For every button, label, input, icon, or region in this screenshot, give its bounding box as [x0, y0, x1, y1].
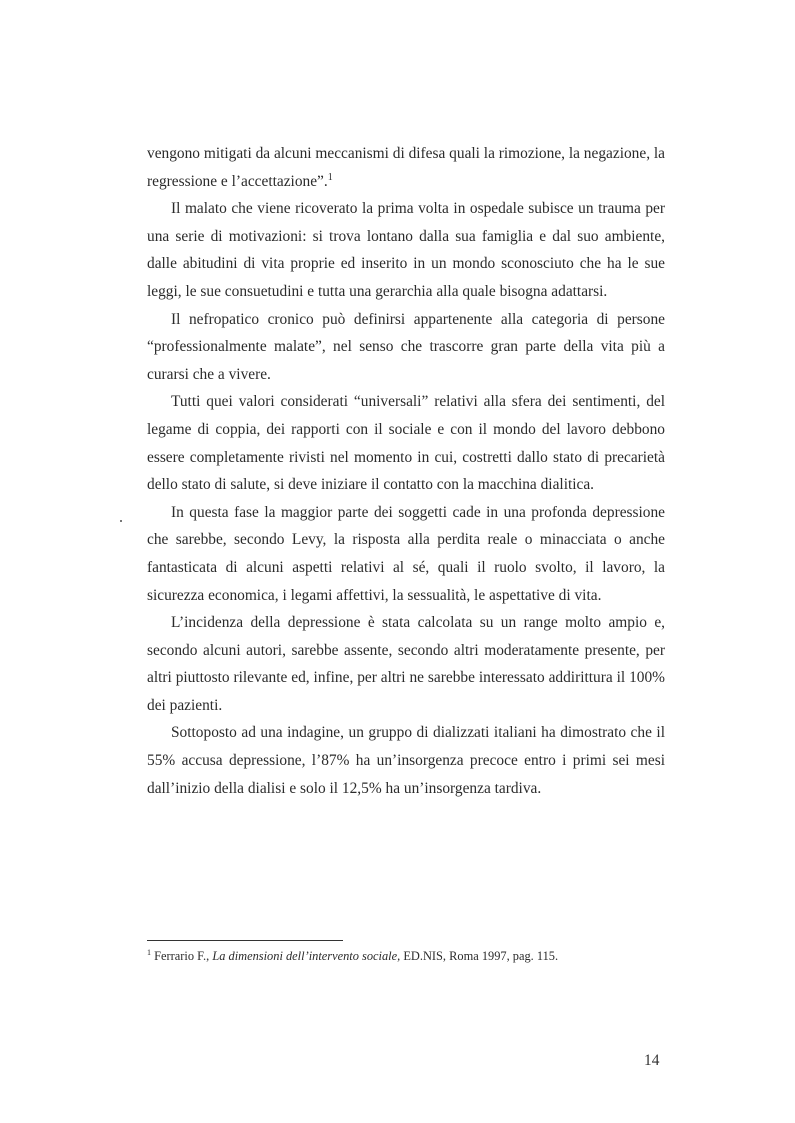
paragraph: In questa fase la maggior parte dei soggetti cade in una profonda depressione che sarebbe, secondo Levy, la risposta alla perdita reale o minacciata o anche fantasticata di alcuni aspetti relativi al sé, quali il ruolo svolto, il lavoro, la sicurezza economica, i legami affettivi, la sessualità, le aspettative di vita.: [147, 503, 665, 604]
body-text: [147, 140, 665, 802]
page-number: 14: [644, 1052, 660, 1069]
paragraph: Sottoposto ad una indagine, un gruppo di dializzati italiani ha dimostrato che il 55% accusa depressione, l’87% ha un’insorgenza precoce entro i primi sei mesi dall’inizio della dialisi e solo il 12,5% ha un’insorgenza tardiva.: [147, 724, 665, 797]
footnote: [147, 948, 667, 964]
paragraph: Tutti quei valori considerati “universali” relativi alla sfera dei sentimenti, del legame di coppia, dei rapporti con il sociale e con il mondo del lavoro debbono essere completamente rivisti nel momento in cui, costretti dallo stato di precarietà dello stato di salute, si deve iniziare il contatto con la macchina dialitica.: [147, 393, 665, 494]
footnote-publisher: ED.NIS, Roma 1997, pag. 115.: [403, 949, 559, 963]
paragraph: L’incidenza della depressione è stata calcolata su un range molto ampio e, secondo alcuni autori, sarebbe assente, secondo altri moderatamente presente, per altri piuttosto rilevante ed, infine, per altri ne sarebbe interessato addirittura il 100% dei pazienti.: [147, 614, 665, 714]
paragraph: Il nefropatico cronico può definirsi appartenente alla categoria di persone “professionalmente malate”, nel senso che trascorre gran parte della vita più a curarsi che a vivere.: [147, 310, 665, 383]
footnote-divider: [147, 940, 343, 941]
paragraph: Il malato che viene ricoverato la prima volta in ospedale subisce un trauma per una serie di motivazioni: si trova lontano dalla sua famiglia e dal suo ambiente, dalle abitudini di vita proprie ed inserito in un mondo sconosciuto che ha le sue leggi, le sue consuetudini e tutta una gerarchia alla quale bisogna adattarsi.: [147, 200, 665, 300]
footnote-reference: 1: [327, 171, 333, 183]
footnote-author: Ferrario F.,: [154, 949, 210, 963]
footnote-title: La dimensioni dell’intervento sociale,: [212, 949, 401, 963]
footnote-number: 1: [147, 947, 151, 957]
scan-speck: [120, 520, 122, 522]
paragraph-continuation: vengono mitigati da alcuni meccanismi di difesa quali la rimozione, la negazione, la regressione e l’accettazione”.$^1$: [147, 145, 665, 190]
